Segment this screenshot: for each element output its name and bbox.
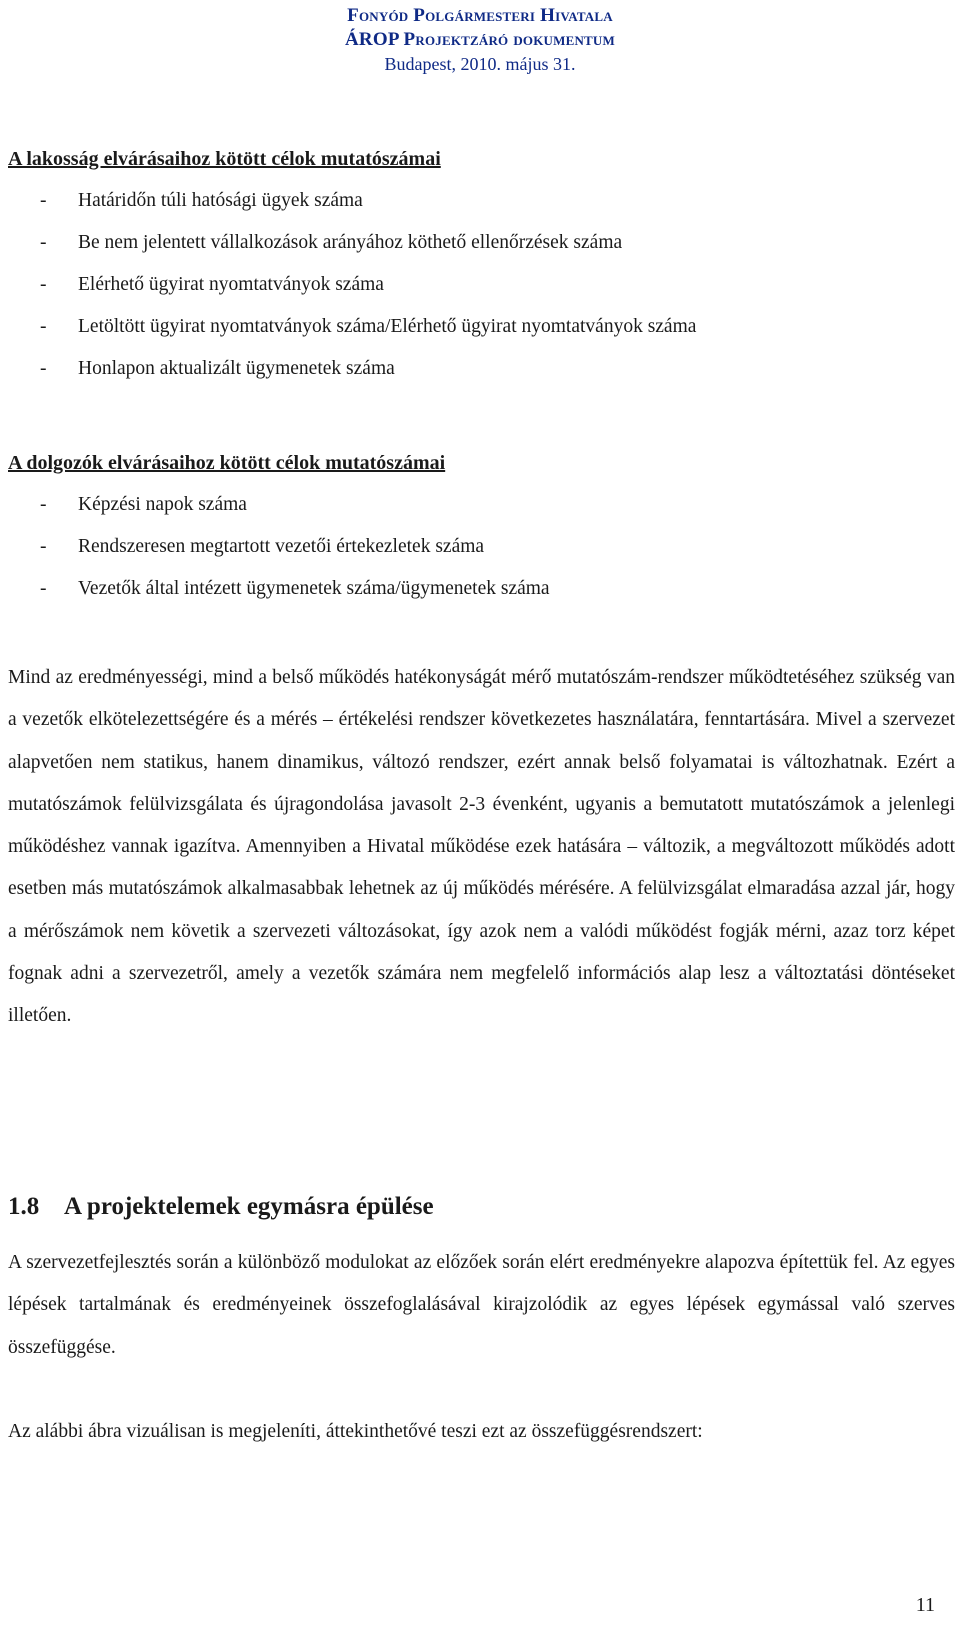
body-paragraph: A szervezetfejlesztés során a különböző modulokat az előzőek során elért eredményekre alapozva építettük fel. Az egyes lépések tartalmának és eredményeinek összefoglalásával kirajzolódik az egyes lépések egymással való szerves összefüggése.: [8, 1252, 955, 1358]
list-item-text: Rendszeresen megtartott vezetői értekezletek száma: [78, 536, 485, 557]
section-employee-indicators: [8, 451, 550, 601]
section-number: 1.8: [8, 1193, 40, 1220]
section-heading: [8, 1192, 434, 1222]
list-item: [8, 273, 696, 297]
list-item: [8, 577, 550, 601]
list-item-text: Elérhető ügyirat nyomtatványok száma: [78, 274, 384, 295]
body-paragraph: Az alábbi ábra vizuálisan is megjeleníti, áttekinthetővé teszi ezt az összefüggésrendszert:: [8, 1421, 703, 1442]
list-dash: -: [40, 578, 47, 599]
document-header: [0, 4, 960, 76]
header-date: Budapest, 2010. május 31.: [384, 54, 576, 74]
list-item: [8, 535, 550, 559]
list-item-text: Vezetők által intézett ügymenetek száma/ügymenetek száma: [78, 578, 550, 599]
list-dash: -: [40, 536, 47, 557]
list-item-text: Határidőn túli hatósági ügyek száma: [78, 190, 363, 211]
header-document-type: ÁROP Projektzáró dokumentum: [345, 29, 615, 50]
list-item-text: Képzési napok száma: [78, 494, 247, 515]
section-resident-indicators: [8, 147, 696, 381]
list-item-text: Letöltött ügyirat nyomtatványok száma/Elérhető ügyirat nyomtatványok száma: [78, 316, 697, 337]
list-item: [8, 315, 696, 339]
list-dash: -: [40, 494, 47, 515]
section-heading-title: A projektelemek egymásra épülése: [64, 1193, 434, 1220]
list-dash: -: [40, 232, 47, 253]
list-item-text: Be nem jelentett vállalkozások arányához köthető ellenőrzések száma: [78, 232, 623, 253]
page-number: 11: [915, 1594, 935, 1616]
list-item: [8, 231, 696, 255]
list-dash: -: [40, 190, 47, 211]
list-item: [8, 493, 550, 517]
section-title: A dolgozók elvárásaihoz kötött célok mutatószámai: [8, 452, 446, 474]
header-organization: Fonyód Polgármesteri Hivatala: [347, 5, 613, 26]
indicator-list: [8, 493, 550, 601]
list-item: [8, 357, 696, 381]
list-dash: -: [40, 358, 47, 379]
list-dash: -: [40, 274, 47, 295]
list-item-text: Honlapon aktualizált ügymenetek száma: [78, 358, 395, 379]
indicator-list: [8, 189, 696, 381]
list-item: [8, 189, 696, 213]
section-title: A lakosság elvárásaihoz kötött célok mutatószámai: [8, 148, 441, 170]
list-dash: -: [40, 316, 47, 337]
body-paragraph: Mind az eredményességi, mind a belső működés hatékonyságát mérő mutatószám-rendszer működtetéséhez szükség van a vezetők elkötelezettségére és a mérés – értékelési rendszer következetes használatára, fenntartására. Mivel a szervezet alapvetően nem statikus, hanem dinamikus, változó rendszer, ezért annak belső folyamatai is változhatnak. Ezért a mutatószámok felülvizsgálata és újragondolása javasolt 2-3 évenként, ugyanis a bemutatott mutatószámok a jelenlegi működéshez vannak igazítva. Amennyiben a Hivatal működése ezek hatására – változik, a megváltozott működés adott esetben más mutatószámok alkalmasabbak lehetnek az új működés mérésére. A felülvizsgálat elmaradása azzal jár, hogy a mérőszámok nem követik a szervezeti változásokat, így azok nem a valódi működést fogják mérni, azaz torz képet fognak adni a szervezetről, amely a vezetők számára nem megfelelő információs alap lesz a változtatási döntéseket illetően.: [8, 667, 955, 1027]
